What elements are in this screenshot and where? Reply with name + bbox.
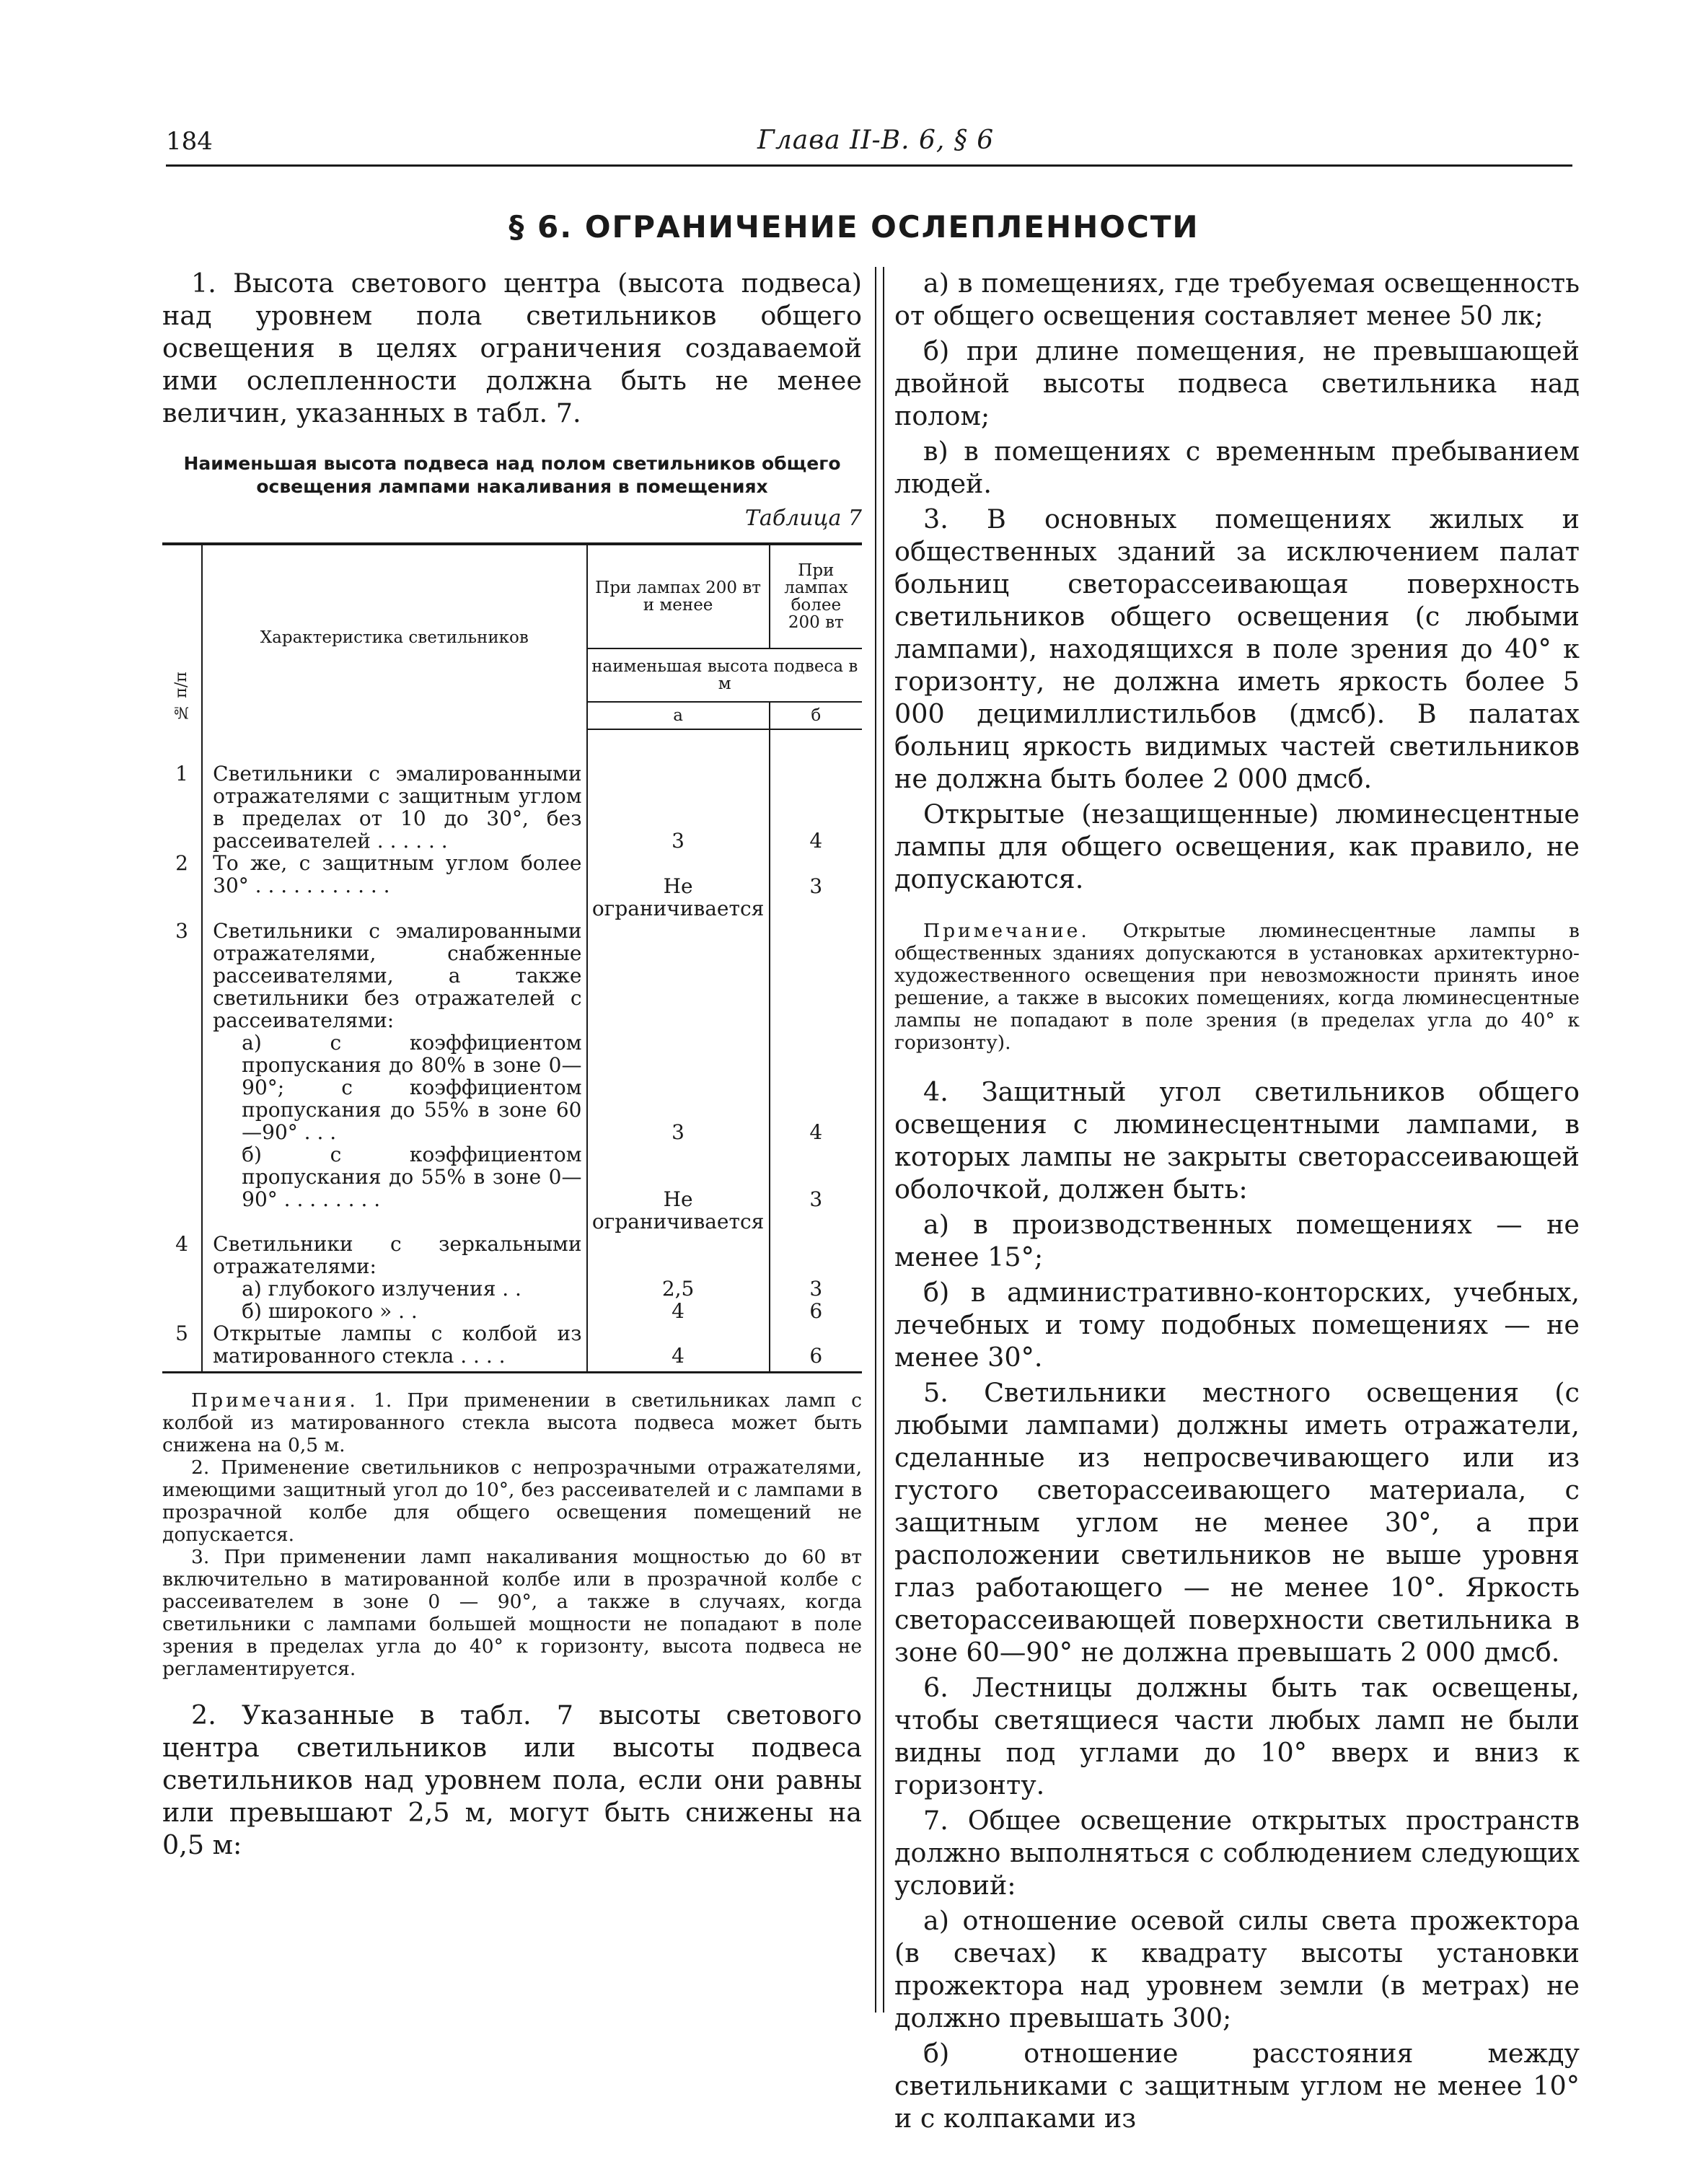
page-header <box>166 121 1572 167</box>
note-fluorescent: Примечание. Открытые люминесцентные лампы в общественных зданиях допускаются в установках архитектурно-художественного освещения при невозможности принять иное решение, а также в высоких помещениях, когда люминесцентные лампы не попадают в поле зрения (в пределах угла до 40° к горизонту). <box>894 920 1580 1054</box>
right-column <box>894 267 1580 2137</box>
paragraph-2: 2. Указанные в табл. 7 высоты светового центра светильников или высоты подвеса светильников над уровнем пола, если они равны или превышают 2,5 м, могут быть снижены на 0,5 м: <box>162 1699 862 1860</box>
left-column <box>162 267 862 1864</box>
paragraph-4b: б) в административно-конторских, учебных, лечебных и тому подобных помещениях — не менее 30°. <box>894 1277 1580 1373</box>
page-number: 184 <box>166 127 213 156</box>
item-a: а) в помещениях, где требуемая освещенность от общего освещения составляет менее 50 лк; <box>894 268 1580 331</box>
paragraph-1: 1. Высота светового центра (высота подвеса) над уровнем пола светильников общего освещения в целях ограничения создаваемой ими ослепленности должна быть не менее величин, указанных в табл. 7. <box>162 268 862 428</box>
table-notes <box>162 1389 862 1680</box>
column-header-characteristic: Характеристика светильников <box>202 544 586 729</box>
paragraph-4: 4. Защитный угол светильников общего освещения с люминесцентными лампами, в которых лампы не закрыты светорассеивающей оболочкой, должен быть: <box>894 1076 1580 1205</box>
paragraph-3: 3. В основных помещениях жилых и общественных зданий за исключением палат больниц светорассеивающая поверхность светильников общего освещения (с любыми лампами), находящихся в поле зрения до 40° к горизонту, не должна иметь яркость более 5 000 децимиллистильбов (дмсб). В палатах больниц яркость видимых частей светильников не должна быть более 2 000 дмсб. <box>894 503 1580 794</box>
column-label-a: а <box>587 702 770 729</box>
paragraph-3b: Открытые (незащищенные) люминесцентные лампы для общего освещения, как правило, не допускаются. <box>894 799 1580 894</box>
table-7 <box>162 542 862 1373</box>
table-note-1: Примечания. 1. При применении в светильниках ламп с колбой из матированного стекла высота подвеса может быть снижена на 0,5 м. <box>162 1389 862 1456</box>
table-row: 5 Открытые лампы с колбой из матированного стекла . . . . 4 6 <box>162 1322 862 1373</box>
column-header-a: При лампах 200 вт и менее <box>587 544 770 648</box>
paragraph-5: 5. Светильники местного освещения (с любыми лампами) должны иметь отражатели, сделанные из непросвечивающего или из густого светорассеивающего материала, с защитным углом не менее 30°, а при расположении светильников не выше уровня глаз работающего — не менее 10°. Яркость светорассеивающей поверхности светильника в зоне 60—90° не должна превышать 2 000 дмсб. <box>894 1377 1580 1668</box>
table-note-3: 3. При применении ламп накаливания мощностью до 60 вт включительно в матированной колбе или в прозрачной колбе с рассеивателем в зоне 0 — 90°, а также в случаях, когда светильники с лампами большей мощности не попадают в поле зрения в пределах угла до 40° к горизонту, высота подвеса не регламентируется. <box>162 1546 862 1680</box>
running-head: Глава II-В. 6, § 6 <box>757 126 995 155</box>
paragraph-7b: б) отношение расстояния между светильниками с защитным углом не менее 10° и с колпаками из <box>894 2038 1580 2134</box>
table-row: 4 Светильники с зеркальными отражателями: <box>162 1233 862 1277</box>
table-row: 1 Светильники с эмалированными отражателями с защитным углом в пределах от 10 до 30°, без рассеивателей . . . . . . 3 4 <box>162 729 862 852</box>
table-row: б) широкого » . . 4 6 <box>162 1300 862 1322</box>
table-caption: Наименьшая высота подвеса над полом светильников общего освещения лампами накаливания в помещениях <box>183 453 841 497</box>
table-row: а) глубокого излучения . . 2,5 3 <box>162 1277 862 1300</box>
table-row: 3 Светильники с эмалированными отражателями, снабженные рассеивателями, а также светильники без отражателей с рассеивателями: <box>162 920 862 1032</box>
table-row: 2 То же, с защитным углом более 30° . . . . . . . . . . . Не ограничивается 3 <box>162 852 862 920</box>
section-title: § 6. ОГРАНИЧЕНИЕ ОСЛЕПЛЕННОСТИ <box>509 209 1199 245</box>
column-header-min-height: наименьшая высота подвеса в м <box>587 648 863 702</box>
paragraph-6: 6. Лестницы должны быть так освещены, чтобы светящиеся части любых ламп не были видны под углами до 10° вверх и вниз к горизонту. <box>894 1672 1580 1800</box>
column-header-number: № п/п <box>162 544 202 729</box>
table-row: б) с коэффициентом пропускания до 55% в зоне 0—90° . . . . . . . . Не ограничивается 3 <box>162 1143 862 1233</box>
item-b: б) при длине помещения, не превышающей двойной высоты подвеса светильника над полом; <box>894 335 1580 431</box>
table-row: а) с коэффициентом пропускания до 80% в зоне 0—90°; с коэффициентом пропускания до 55% в зоне 60—90° . . . 3 4 <box>162 1032 862 1143</box>
column-divider <box>875 267 884 2013</box>
paragraph-7a: а) отношение осевой силы света прожектора (в свечах) к квадрату высоты установки прожектора над уровнем земли (в метрах) не должно превышать 300; <box>894 1905 1580 2033</box>
table-label: Таблица 7 <box>744 506 862 531</box>
table-note-2: 2. Применение светильников с непрозрачными отражателями, имеющими защитный угол до 10°, без рассеивателей и с лампами в прозрачной колбе для общего освещения помещений не допускается. <box>162 1456 862 1546</box>
paragraph-7: 7. Общее освещение открытых пространств должно выполняться с соблюдением следующих условий: <box>894 1805 1580 1901</box>
paragraph-4a: а) в производственных помещениях — не менее 15°; <box>894 1209 1580 1272</box>
item-v: в) в помещениях с временным пребыванием людей. <box>894 436 1580 499</box>
column-header-b: При лампах более 200 вт <box>770 544 862 648</box>
column-label-b: б <box>770 702 862 729</box>
